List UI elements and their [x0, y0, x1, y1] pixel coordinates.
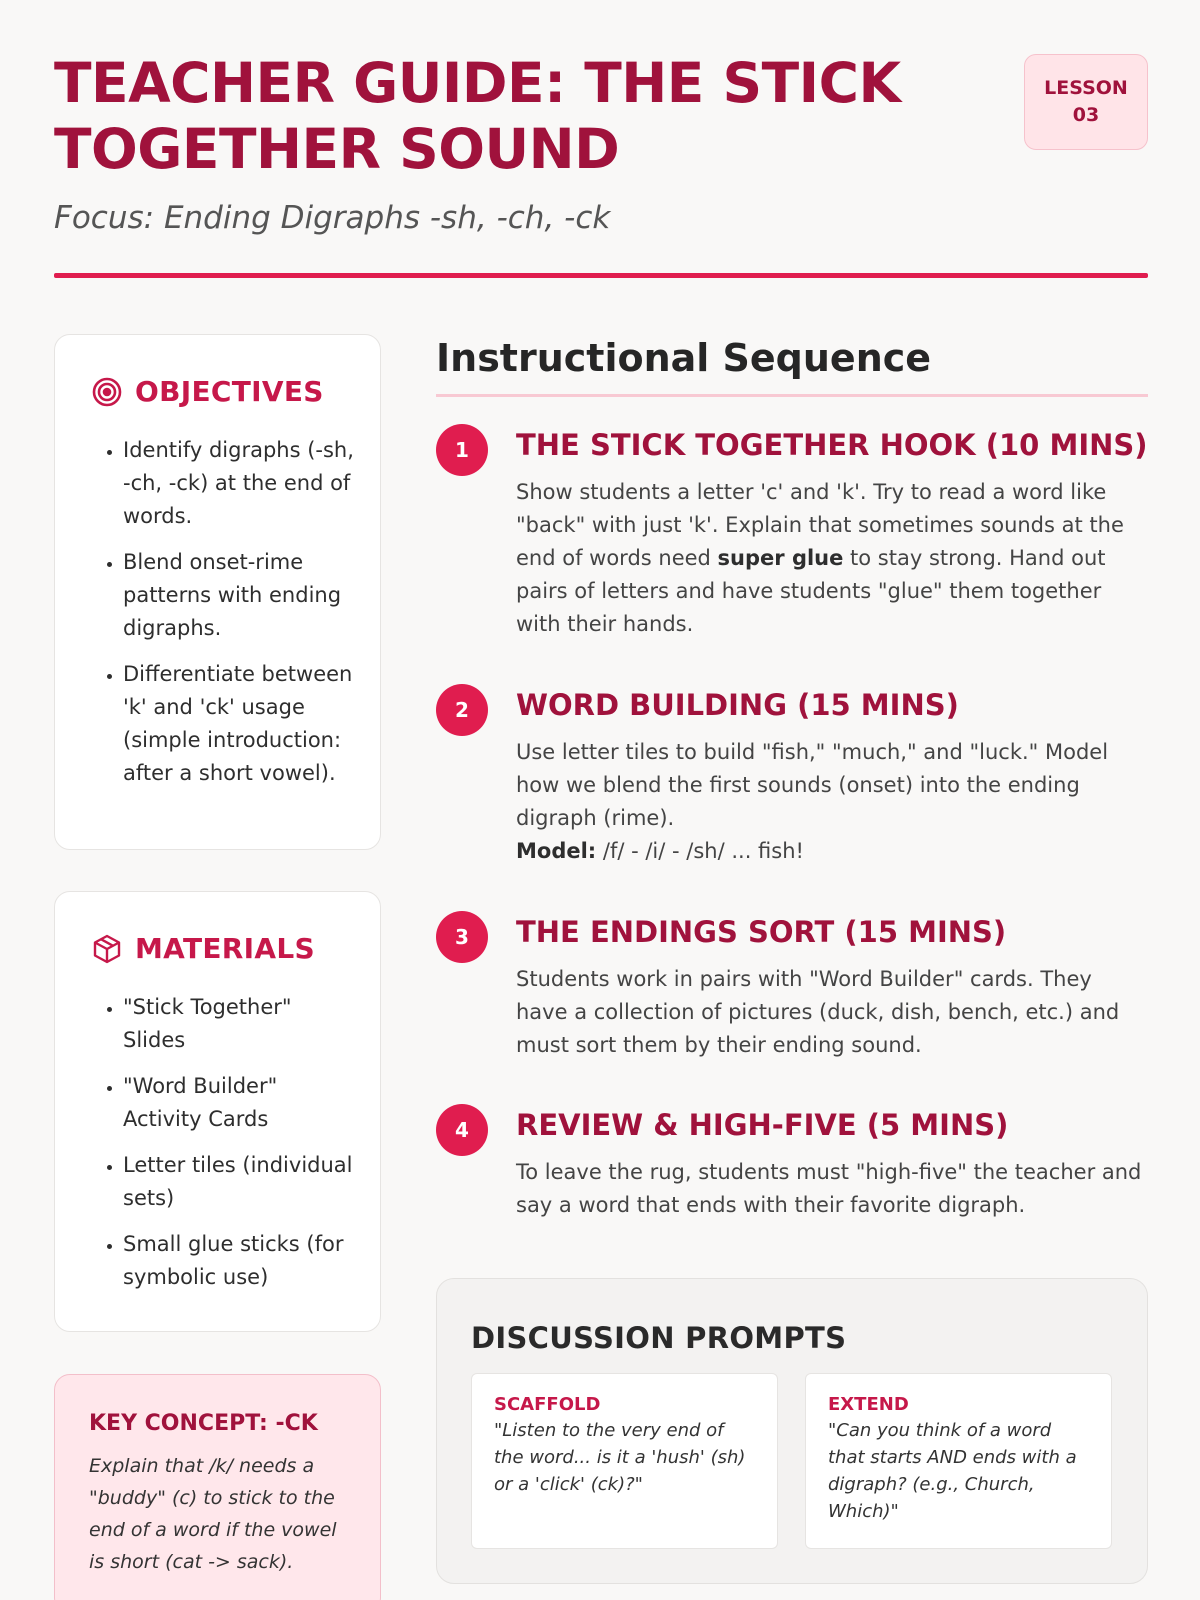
- extend-label: EXTEND: [828, 1394, 909, 1415]
- list-item: • Identify digraphs (-sh, -ch, -ck) at the end of words.: [123, 434, 354, 533]
- sequence-title: Instructional Sequence: [436, 336, 1148, 397]
- scaffold-label: SCAFFOLD: [494, 1394, 601, 1415]
- step-text: Show students a letter 'c' and 'k'. Try to read a word like "back" with just 'k'. Explain that sometimes sounds at the end of words need: [516, 480, 1124, 570]
- materials-card: [54, 891, 381, 1332]
- list-item: • Letter tiles (individual sets): [123, 1149, 354, 1215]
- extend-text: "Can you think of a word that starts AND ends with a digraph? (e.g., Church, Which)": [828, 1420, 1077, 1522]
- step-model: [516, 835, 1148, 868]
- step-title: WORD BUILDING (15 MINS): [516, 688, 959, 722]
- scaffold-prompt-box: [471, 1373, 778, 1549]
- objectives-heading-label: OBJECTIVES: [135, 375, 324, 408]
- lesson-badge-number: 03: [1072, 104, 1100, 126]
- step-number: 3: [436, 911, 488, 963]
- page-title: TEACHER GUIDE: THE STICK TOGETHER SOUND: [54, 51, 901, 181]
- step-text: Use letter tiles to build "fish," "much," and "luck." Model how we blend the first sounds (onset) into the ending digraph (rime).: [516, 740, 1109, 830]
- materials-heading-label: MATERIALS: [135, 932, 315, 965]
- objectives-list: [55, 434, 380, 790]
- step-title: THE STICK TOGETHER HOOK (10 MINS): [516, 428, 1148, 462]
- discussion-prompts-panel: [436, 1278, 1148, 1584]
- step-number: 4: [436, 1104, 488, 1156]
- objectives-card: [54, 334, 381, 850]
- step-body: [516, 476, 1148, 641]
- key-concept-heading: KEY CONCEPT: -CK: [89, 1411, 318, 1436]
- step-body: Students work in pairs with "Word Builder" cards. They have a collection of pictures (duck, dish, bench, etc.) and must sort them by their ending sound.: [516, 967, 1120, 1057]
- key-concept-text: Explain that /k/ needs a "buddy" (c) to stick to the end of a word if the vowel is short (cat -> sack).: [89, 1455, 337, 1573]
- list-item: • Blend onset-rime patterns with ending digraphs.: [123, 546, 354, 645]
- step-body: To leave the rug, students must "high-five" the teacher and say a word that ends with their favorite digraph.: [516, 1160, 1142, 1217]
- extend-prompt-box: [805, 1373, 1112, 1549]
- page-subtitle: Focus: Ending Digraphs -sh, -ch, -ck: [54, 200, 611, 236]
- step-number: 2: [436, 684, 488, 736]
- model-label: Model:: [516, 839, 597, 863]
- step-title: REVIEW & HIGH-FIVE (5 MINS): [516, 1108, 1009, 1142]
- list-item: • Differentiate between 'k' and 'ck' usage (simple introduction: after a short vowel).: [123, 658, 354, 790]
- step-text: to stay strong. Hand out pairs of letters and have students "glue" them together with their hands.: [516, 546, 1106, 636]
- model-text: /f/ - /i/ - /sh/ ... fish!: [596, 839, 804, 863]
- key-concept-card: [54, 1374, 381, 1600]
- header-divider: [54, 273, 1148, 278]
- materials-heading: [91, 932, 380, 965]
- lesson-badge: [1024, 54, 1148, 150]
- lesson-badge-label: LESSON: [1044, 77, 1128, 99]
- step-body: [516, 736, 1148, 868]
- page-header: [54, 50, 1148, 236]
- target-icon: [91, 376, 123, 408]
- step-emphasis: super glue: [717, 546, 844, 570]
- discussion-prompts-heading: DISCUSSION PROMPTS: [471, 1321, 847, 1355]
- step-title: THE ENDINGS SORT (15 MINS): [516, 915, 1007, 949]
- step-number: 1: [436, 424, 488, 476]
- objectives-heading: [91, 375, 380, 408]
- list-item: • "Stick Together" Slides: [123, 991, 354, 1057]
- materials-list: [55, 991, 380, 1294]
- scaffold-text: "Listen to the very end of the word... is it a 'hush' (sh) or a 'click' (ck)?": [494, 1420, 746, 1495]
- box-icon: [91, 933, 123, 965]
- list-item: • "Word Builder" Activity Cards: [123, 1070, 354, 1136]
- list-item: • Small glue sticks (for symbolic use): [123, 1228, 354, 1294]
